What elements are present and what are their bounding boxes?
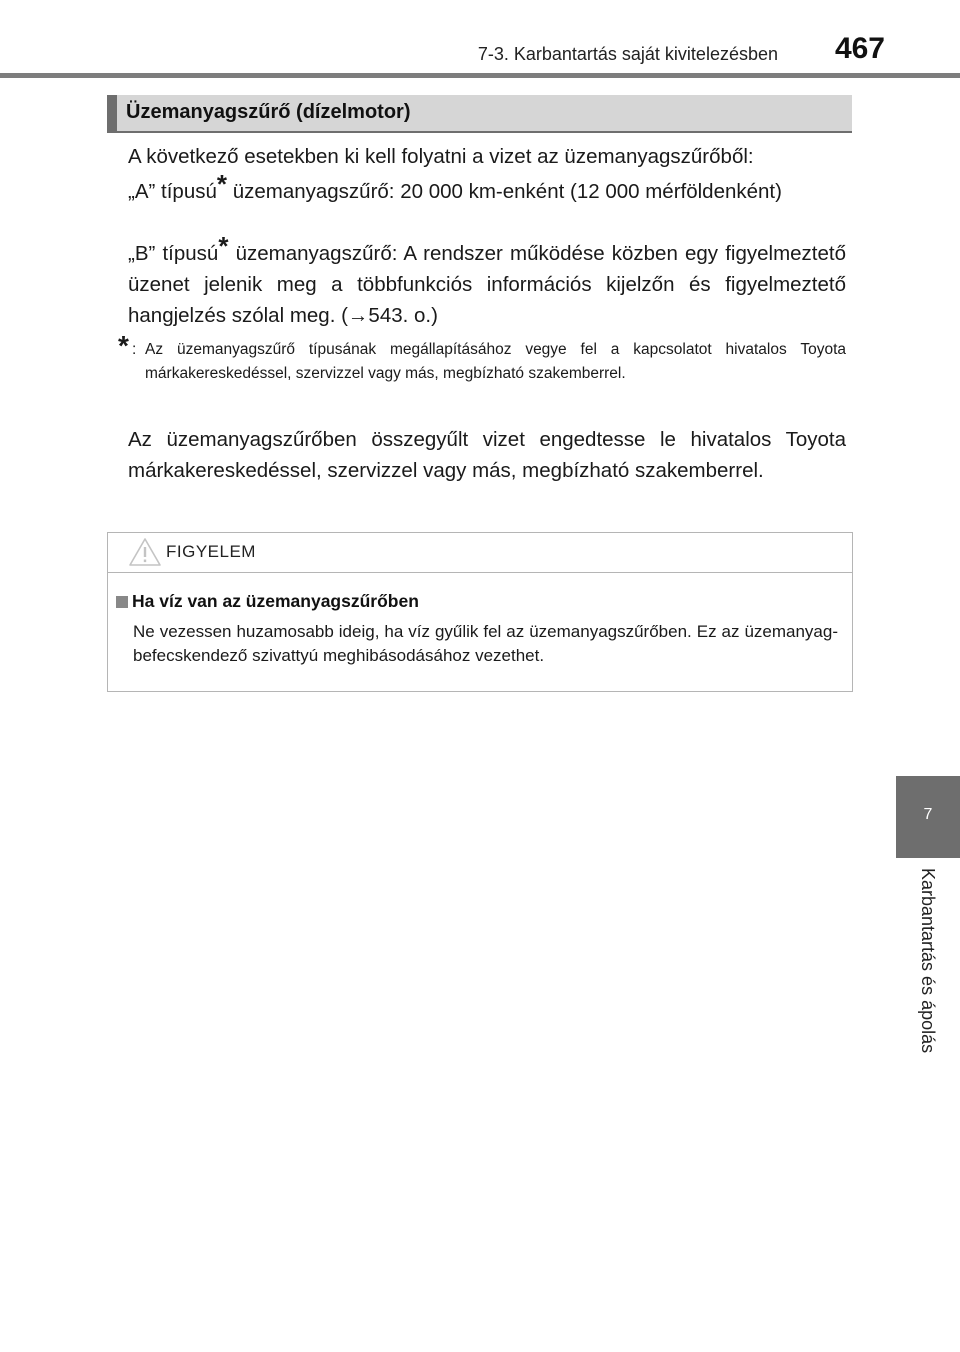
chapter-label: Karbantartás és ápolás bbox=[918, 868, 938, 1054]
header-rule bbox=[0, 73, 960, 78]
footnote-text: Az üzemanyagszűrő típusának megállapításához vegye fel a kapcsolatot hivatalos Toyota márkakereskedéssel, szervizzel vagy más, megbízható szakemberrel. bbox=[145, 341, 846, 382]
footnote bbox=[118, 330, 846, 386]
chapter-tab bbox=[896, 776, 960, 858]
asterisk-mark: * bbox=[218, 231, 229, 261]
type-b-prefix: „B” típusú bbox=[128, 242, 219, 265]
section-heading-bar bbox=[107, 95, 852, 133]
running-header: 7-3. Karbantartás saját kivitelezésben bbox=[477, 44, 778, 64]
warning-box bbox=[107, 532, 853, 692]
warning-header bbox=[108, 533, 852, 573]
footnote-asterisk: * bbox=[118, 330, 129, 361]
chapter-number: 7 bbox=[923, 806, 933, 823]
warning-item-text: Ne vezessen huzamosabb ideig, ha víz gyűlik fel az üzemanyagszűrőben. Ez az üzemanyag-befecskendező szivattyú meghibásodásához vezethet. bbox=[133, 622, 838, 665]
warning-label: FIGYELEM bbox=[166, 542, 256, 561]
warning-item-title: Ha víz van az üzemanyagszűrőben bbox=[132, 591, 419, 611]
type-b-text: üzemanyagszűrő: A rendszer működése közben egy figyelmeztető üzenet jelenik meg a többfunkciós információs kijelzőn és figyelmeztető hangjelzés szólal meg. (→543. o.) bbox=[128, 242, 846, 327]
type-a-text: üzemanyagszűrő: 20 000 km-enként (12 000 mérföldenként) bbox=[227, 180, 782, 203]
drain-paragraph: Az üzemanyagszűrőben összegyűlt vizet engedtesse le hivatalos Toyota márkakereskedéssel, szervizzel vagy más, megbízható szakemberrel. bbox=[128, 428, 846, 482]
section-accent bbox=[107, 95, 117, 131]
type-b-paragraph bbox=[128, 231, 846, 331]
type-a-paragraph bbox=[128, 169, 846, 207]
bullet-square-icon bbox=[116, 596, 128, 608]
footnote-colon: : bbox=[132, 341, 137, 358]
type-a-prefix: „A” típusú bbox=[128, 180, 217, 203]
section-title: Üzemanyagszűrő (dízelmotor) bbox=[126, 101, 411, 123]
asterisk-mark: * bbox=[216, 169, 227, 199]
page-number: 467 bbox=[834, 32, 885, 65]
intro-paragraph: A következő esetekben ki kell folyatni a vizet az üzemanyagszűrőből: bbox=[128, 145, 754, 168]
